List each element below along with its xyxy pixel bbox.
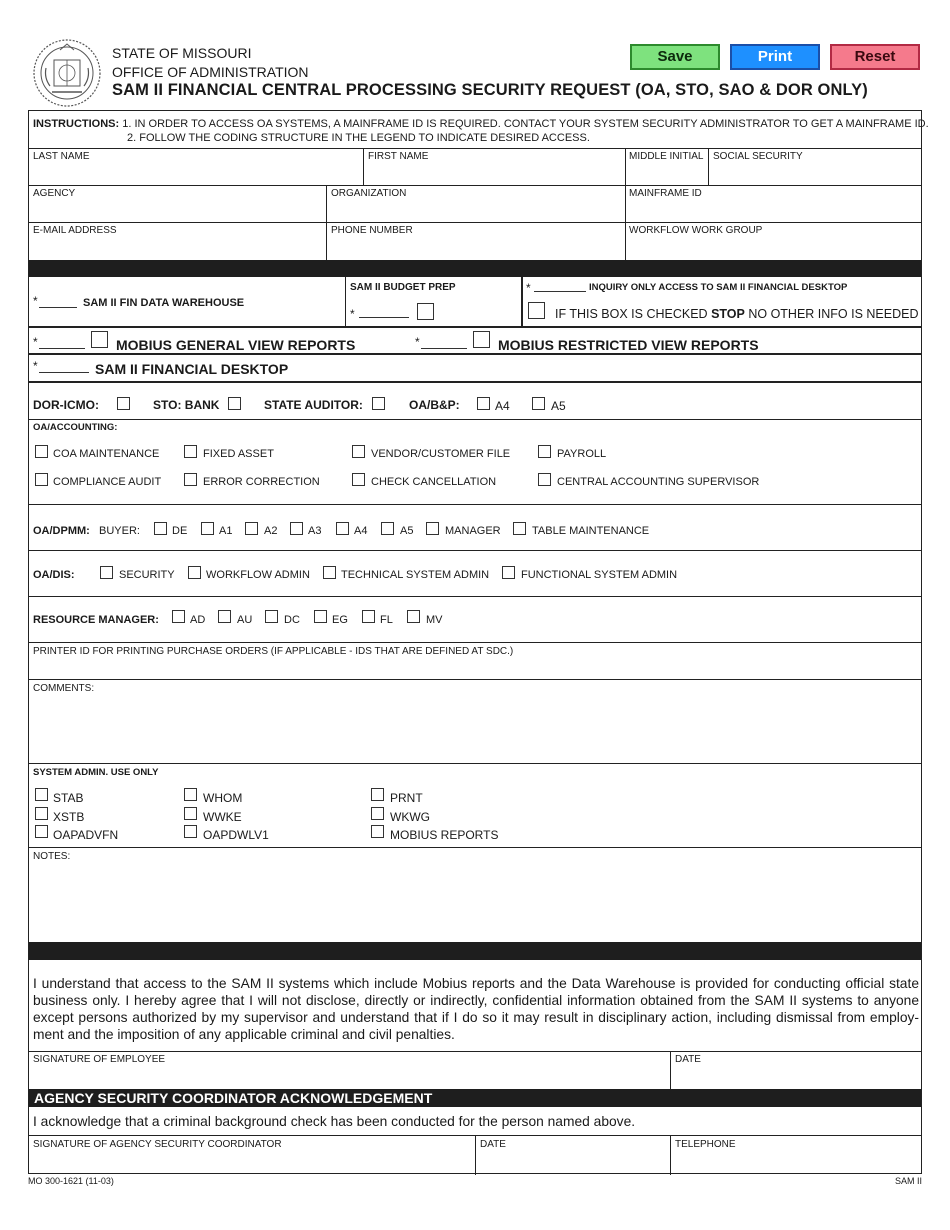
rm-mv-label: MV	[426, 614, 443, 626]
check-cancellation-label: CHECK CANCELLATION	[371, 476, 497, 488]
fixed-asset-label: FIXED ASSET	[203, 448, 274, 460]
inquiry-note-post: NO OTHER INFO IS NEEDED	[744, 307, 919, 321]
coa-maintenance-checkbox[interactable]	[35, 445, 48, 458]
fin-dw-label: SAM II FIN DATA WAREHOUSE	[83, 297, 245, 309]
rm-au-checkbox[interactable]	[218, 610, 231, 623]
compliance-audit-label: COMPLIANCE AUDIT	[53, 476, 162, 488]
employee-date-label: DATE	[675, 1054, 701, 1065]
email-label: E-MAIL ADDRESS	[33, 225, 117, 236]
rm-fl-label: FL	[380, 614, 393, 626]
oapdwlv1-checkbox[interactable]	[184, 825, 197, 838]
comments-textarea[interactable]	[31, 696, 917, 760]
stab-checkbox[interactable]	[35, 788, 48, 801]
dpmm-a2-label: A2	[264, 525, 278, 537]
prnt-checkbox[interactable]	[371, 788, 384, 801]
dor-icmo-checkbox[interactable]	[117, 397, 130, 410]
xstb-label: XSTB	[53, 810, 85, 824]
fixed-asset-checkbox[interactable]	[184, 445, 197, 458]
header-office: OFFICE OF ADMINISTRATION	[112, 64, 309, 80]
state-auditor-label: STATE AUDITOR:	[264, 398, 363, 412]
fin-desktop-code-line[interactable]	[39, 372, 89, 373]
coordinator-signature-input[interactable]	[31, 1152, 471, 1172]
mobius-general-checkbox[interactable]	[91, 331, 108, 348]
mobius-general-code-line[interactable]	[39, 348, 85, 349]
dis-security-label: SECURITY	[119, 569, 175, 581]
security-request-form	[28, 110, 929, 1174]
coordinator-date-input[interactable]	[478, 1152, 666, 1172]
dis-workflow-admin-label: WORKFLOW ADMIN	[206, 569, 310, 581]
wwke-label: WWKE	[203, 810, 242, 824]
instructions-line1: 1. IN ORDER TO ACCESS OA SYSTEMS, A MAINFRAME ID IS REQUIRED. CONTACT YOUR SYSTEM SECURITY ADMINISTRATOR TO GET A MAINFRAME ID.	[122, 118, 929, 130]
dpmm-table-maintenance-label: TABLE MAINTENANCE	[532, 525, 650, 537]
notes-label: NOTES:	[33, 851, 71, 862]
prnt-label: PRNT	[390, 791, 423, 805]
last-name-label: LAST NAME	[33, 151, 90, 162]
xstb-checkbox[interactable]	[35, 807, 48, 820]
dor-icmo-label: DOR-ICMO:	[33, 398, 99, 412]
vendor-customer-file-label: VENDOR/CUSTOMER FILE	[371, 448, 511, 460]
ack-text: I acknowledge that a criminal background check has been conducted for the person named above.	[33, 1114, 636, 1129]
dpmm-de-label: DE	[172, 525, 188, 537]
email-input[interactable]	[31, 237, 323, 257]
agency-input[interactable]	[31, 200, 323, 220]
fin-desktop-label: SAM II FINANCIAL DESKTOP	[95, 361, 289, 377]
reset-button[interactable]: Reset	[830, 44, 920, 70]
dpmm-manager-checkbox[interactable]	[426, 522, 439, 535]
last-name-input[interactable]	[31, 163, 359, 183]
mobius-restricted-code-line[interactable]	[421, 348, 467, 349]
section-divider	[29, 260, 921, 277]
stab-label: STAB	[53, 791, 84, 805]
payroll-label: PAYROLL	[557, 448, 607, 460]
phone-label: PHONE NUMBER	[331, 225, 413, 236]
missouri-seal-icon	[32, 38, 102, 108]
central-accounting-supervisor-label: CENTRAL ACCOUNTING SUPERVISOR	[557, 476, 760, 488]
first-name-input[interactable]	[366, 163, 621, 183]
ssn-label: SOCIAL SECURITY	[713, 151, 803, 162]
agency-label: AGENCY	[33, 188, 76, 199]
mobius-general-asterisk: *	[33, 335, 38, 349]
inquiry-note-pre: IF THIS BOX IS CHECKED	[555, 307, 712, 321]
oa-dis-label: OA/DIS:	[33, 569, 75, 581]
middle-initial-label: MIDDLE INITIAL	[629, 151, 704, 162]
save-button[interactable]: Save	[630, 44, 720, 70]
header-state: STATE OF MISSOURI	[112, 45, 252, 61]
sto-bank-checkbox[interactable]	[228, 397, 241, 410]
rm-ad-checkbox[interactable]	[172, 610, 185, 623]
rm-eg-label: EG	[332, 614, 348, 626]
signature-employee-label: SIGNATURE OF EMPLOYEE	[33, 1054, 166, 1065]
ssn-input[interactable]	[711, 163, 917, 183]
rm-dc-checkbox[interactable]	[265, 610, 278, 623]
printer-id-label: PRINTER ID FOR PRINTING PURCHASE ORDERS (IF APPLICABLE - IDS THAT ARE DEFINED AT SDC.)	[33, 646, 514, 657]
instructions	[33, 118, 929, 130]
signature-employee-input[interactable]	[31, 1067, 666, 1087]
coa-maintenance-label: COA MAINTENANCE	[53, 448, 160, 460]
mobius-reports-checkbox[interactable]	[371, 825, 384, 838]
middle-initial-input[interactable]	[627, 163, 705, 183]
wkwg-checkbox[interactable]	[371, 807, 384, 820]
dis-technical-system-admin-checkbox[interactable]	[323, 566, 336, 579]
rm-ad-label: AD	[190, 614, 206, 626]
inquiry-code-line[interactable]	[534, 291, 586, 292]
dpmm-a1-checkbox[interactable]	[201, 522, 214, 535]
oapdwlv1-label: OAPDWLV1	[203, 828, 269, 842]
rm-dc-label: DC	[284, 614, 300, 626]
dpmm-a5-checkbox[interactable]	[381, 522, 394, 535]
system-admin-label: SYSTEM ADMIN. USE ONLY	[33, 767, 159, 778]
section-divider-2	[29, 942, 921, 960]
form-number: MO 300-1621 (11-03)	[28, 1176, 114, 1186]
error-correction-checkbox[interactable]	[184, 473, 197, 486]
dpmm-a4-label: A4	[354, 525, 368, 537]
notes-textarea[interactable]	[31, 864, 917, 940]
oa-dpmm-label: OA/DPMM:	[33, 525, 90, 537]
error-correction-label: ERROR CORRECTION	[203, 476, 320, 488]
inquiry-asterisk: *	[526, 281, 531, 295]
first-name-label: FIRST NAME	[368, 151, 429, 162]
oa-bp-a4-label: A4	[495, 399, 510, 413]
oa-bp-a5-checkbox[interactable]	[532, 397, 545, 410]
inquiry-note	[555, 307, 919, 321]
oa-bp-label: OA/B&P:	[409, 398, 460, 412]
comments-label: COMMENTS:	[33, 683, 95, 694]
mobius-restricted-label: MOBIUS RESTRICTED VIEW REPORTS	[498, 337, 759, 353]
header-agency	[112, 44, 309, 82]
fin-desktop-asterisk: *	[33, 359, 38, 373]
compliance-audit-checkbox[interactable]	[35, 473, 48, 486]
print-button[interactable]: Print	[730, 44, 820, 70]
sto-bank-label: STO: BANK	[153, 398, 220, 412]
agreement-text: I understand that access to the SAM II systems which include Mobius reports and the Data Warehouse is provided for conducting official state business only. I hereby agree that I will not disclose, directly or indirectly, confidential information obtained from the SAM II systems to anyone except persons authorized by my supervisor and understand that if I do so it may result in disciplinary action, including dismissal from employ-ment and the imposition of any applicable criminal and civil penalties.	[33, 976, 919, 1042]
rm-eg-checkbox[interactable]	[314, 610, 327, 623]
budget-prep-checkbox[interactable]	[417, 303, 434, 320]
instructions-line2: 2. FOLLOW THE CODING STRUCTURE IN THE LEGEND TO INDICATE DESIRED ACCESS.	[127, 132, 590, 144]
dis-security-checkbox[interactable]	[100, 566, 113, 579]
state-auditor-checkbox[interactable]	[372, 397, 385, 410]
printer-id-input[interactable]	[31, 659, 917, 677]
oa-bp-a5-label: A5	[551, 399, 566, 413]
check-cancellation-checkbox[interactable]	[352, 473, 365, 486]
oa-accounting-label: OA/ACCOUNTING:	[33, 422, 118, 433]
phone-input[interactable]	[329, 237, 621, 257]
payroll-checkbox[interactable]	[538, 445, 551, 458]
inquiry-only-label: INQUIRY ONLY ACCESS TO SAM II FINANCIAL DESKTOP	[589, 282, 848, 293]
instructions-label: INSTRUCTIONS:	[33, 118, 120, 130]
ack-heading: AGENCY SECURITY COORDINATOR ACKNOWLEDGEMENT	[29, 1089, 921, 1107]
oapadvfn-checkbox[interactable]	[35, 825, 48, 838]
page-title: SAM II FINANCIAL CENTRAL PROCESSING SECURITY REQUEST (OA, STO, SAO & DOR ONLY)	[112, 81, 868, 99]
resource-manager-label: RESOURCE MANAGER:	[33, 614, 159, 626]
dpmm-manager-label: MANAGER	[445, 525, 501, 537]
mainframe-id-label: MAINFRAME ID	[629, 188, 702, 199]
workflow-label: WORKFLOW WORK GROUP	[629, 225, 763, 236]
dpmm-de-checkbox[interactable]	[154, 522, 167, 535]
mobius-restricted-checkbox[interactable]	[473, 331, 490, 348]
dpmm-table-maintenance-checkbox[interactable]	[513, 522, 526, 535]
rm-fl-checkbox[interactable]	[362, 610, 375, 623]
dpmm-a3-checkbox[interactable]	[290, 522, 303, 535]
workflow-input[interactable]	[627, 237, 917, 257]
fin-dw-code-line[interactable]	[39, 307, 77, 308]
mainframe-id-input[interactable]	[627, 200, 917, 220]
dis-functional-system-admin-label: FUNCTIONAL SYSTEM ADMIN	[521, 569, 678, 581]
mobius-general-label: MOBIUS GENERAL VIEW REPORTS	[116, 337, 356, 353]
footer-system: SAM II	[894, 1176, 922, 1186]
dpmm-a5-label: A5	[400, 525, 414, 537]
dpmm-a4-checkbox[interactable]	[336, 522, 349, 535]
coordinator-date-label: DATE	[480, 1139, 506, 1150]
dis-technical-system-admin-label: TECHNICAL SYSTEM ADMIN	[341, 569, 490, 581]
rm-au-label: AU	[237, 614, 253, 626]
dis-workflow-admin-checkbox[interactable]	[188, 566, 201, 579]
coordinator-signature-label: SIGNATURE OF AGENCY SECURITY COORDINATOR	[33, 1139, 282, 1150]
dpmm-a1-label: A1	[219, 525, 233, 537]
oapadvfn-label: OAPADVFN	[53, 828, 119, 842]
dis-functional-system-admin-checkbox[interactable]	[502, 566, 515, 579]
vendor-customer-file-checkbox[interactable]	[352, 445, 365, 458]
dpmm-a3-label: A3	[308, 525, 322, 537]
buyer-label: BUYER:	[99, 525, 140, 537]
mobius-restricted-asterisk: *	[415, 335, 420, 349]
wkwg-label: WKWG	[390, 810, 430, 824]
whom-label: WHOM	[203, 791, 243, 805]
coordinator-telephone-input[interactable]	[673, 1152, 917, 1172]
coordinator-telephone-label: TELEPHONE	[675, 1139, 736, 1150]
organization-input[interactable]	[329, 200, 621, 220]
whom-checkbox[interactable]	[184, 788, 197, 801]
wwke-checkbox[interactable]	[184, 807, 197, 820]
inquiry-note-stop: STOP	[711, 307, 745, 321]
mobius-reports-label: MOBIUS REPORTS	[390, 828, 499, 842]
central-accounting-supervisor-checkbox[interactable]	[538, 473, 551, 486]
oa-bp-a4-checkbox[interactable]	[477, 397, 490, 410]
dpmm-a2-checkbox[interactable]	[245, 522, 258, 535]
employee-date-input[interactable]	[673, 1067, 917, 1087]
organization-label: ORGANIZATION	[331, 188, 407, 199]
budget-prep-asterisk: *	[350, 307, 355, 321]
budget-prep-label: SAM II BUDGET PREP	[350, 282, 456, 293]
fin-dw-asterisk: *	[33, 294, 38, 308]
budget-prep-code-line[interactable]	[359, 317, 409, 318]
inquiry-only-checkbox[interactable]	[528, 302, 545, 319]
rm-mv-checkbox[interactable]	[407, 610, 420, 623]
